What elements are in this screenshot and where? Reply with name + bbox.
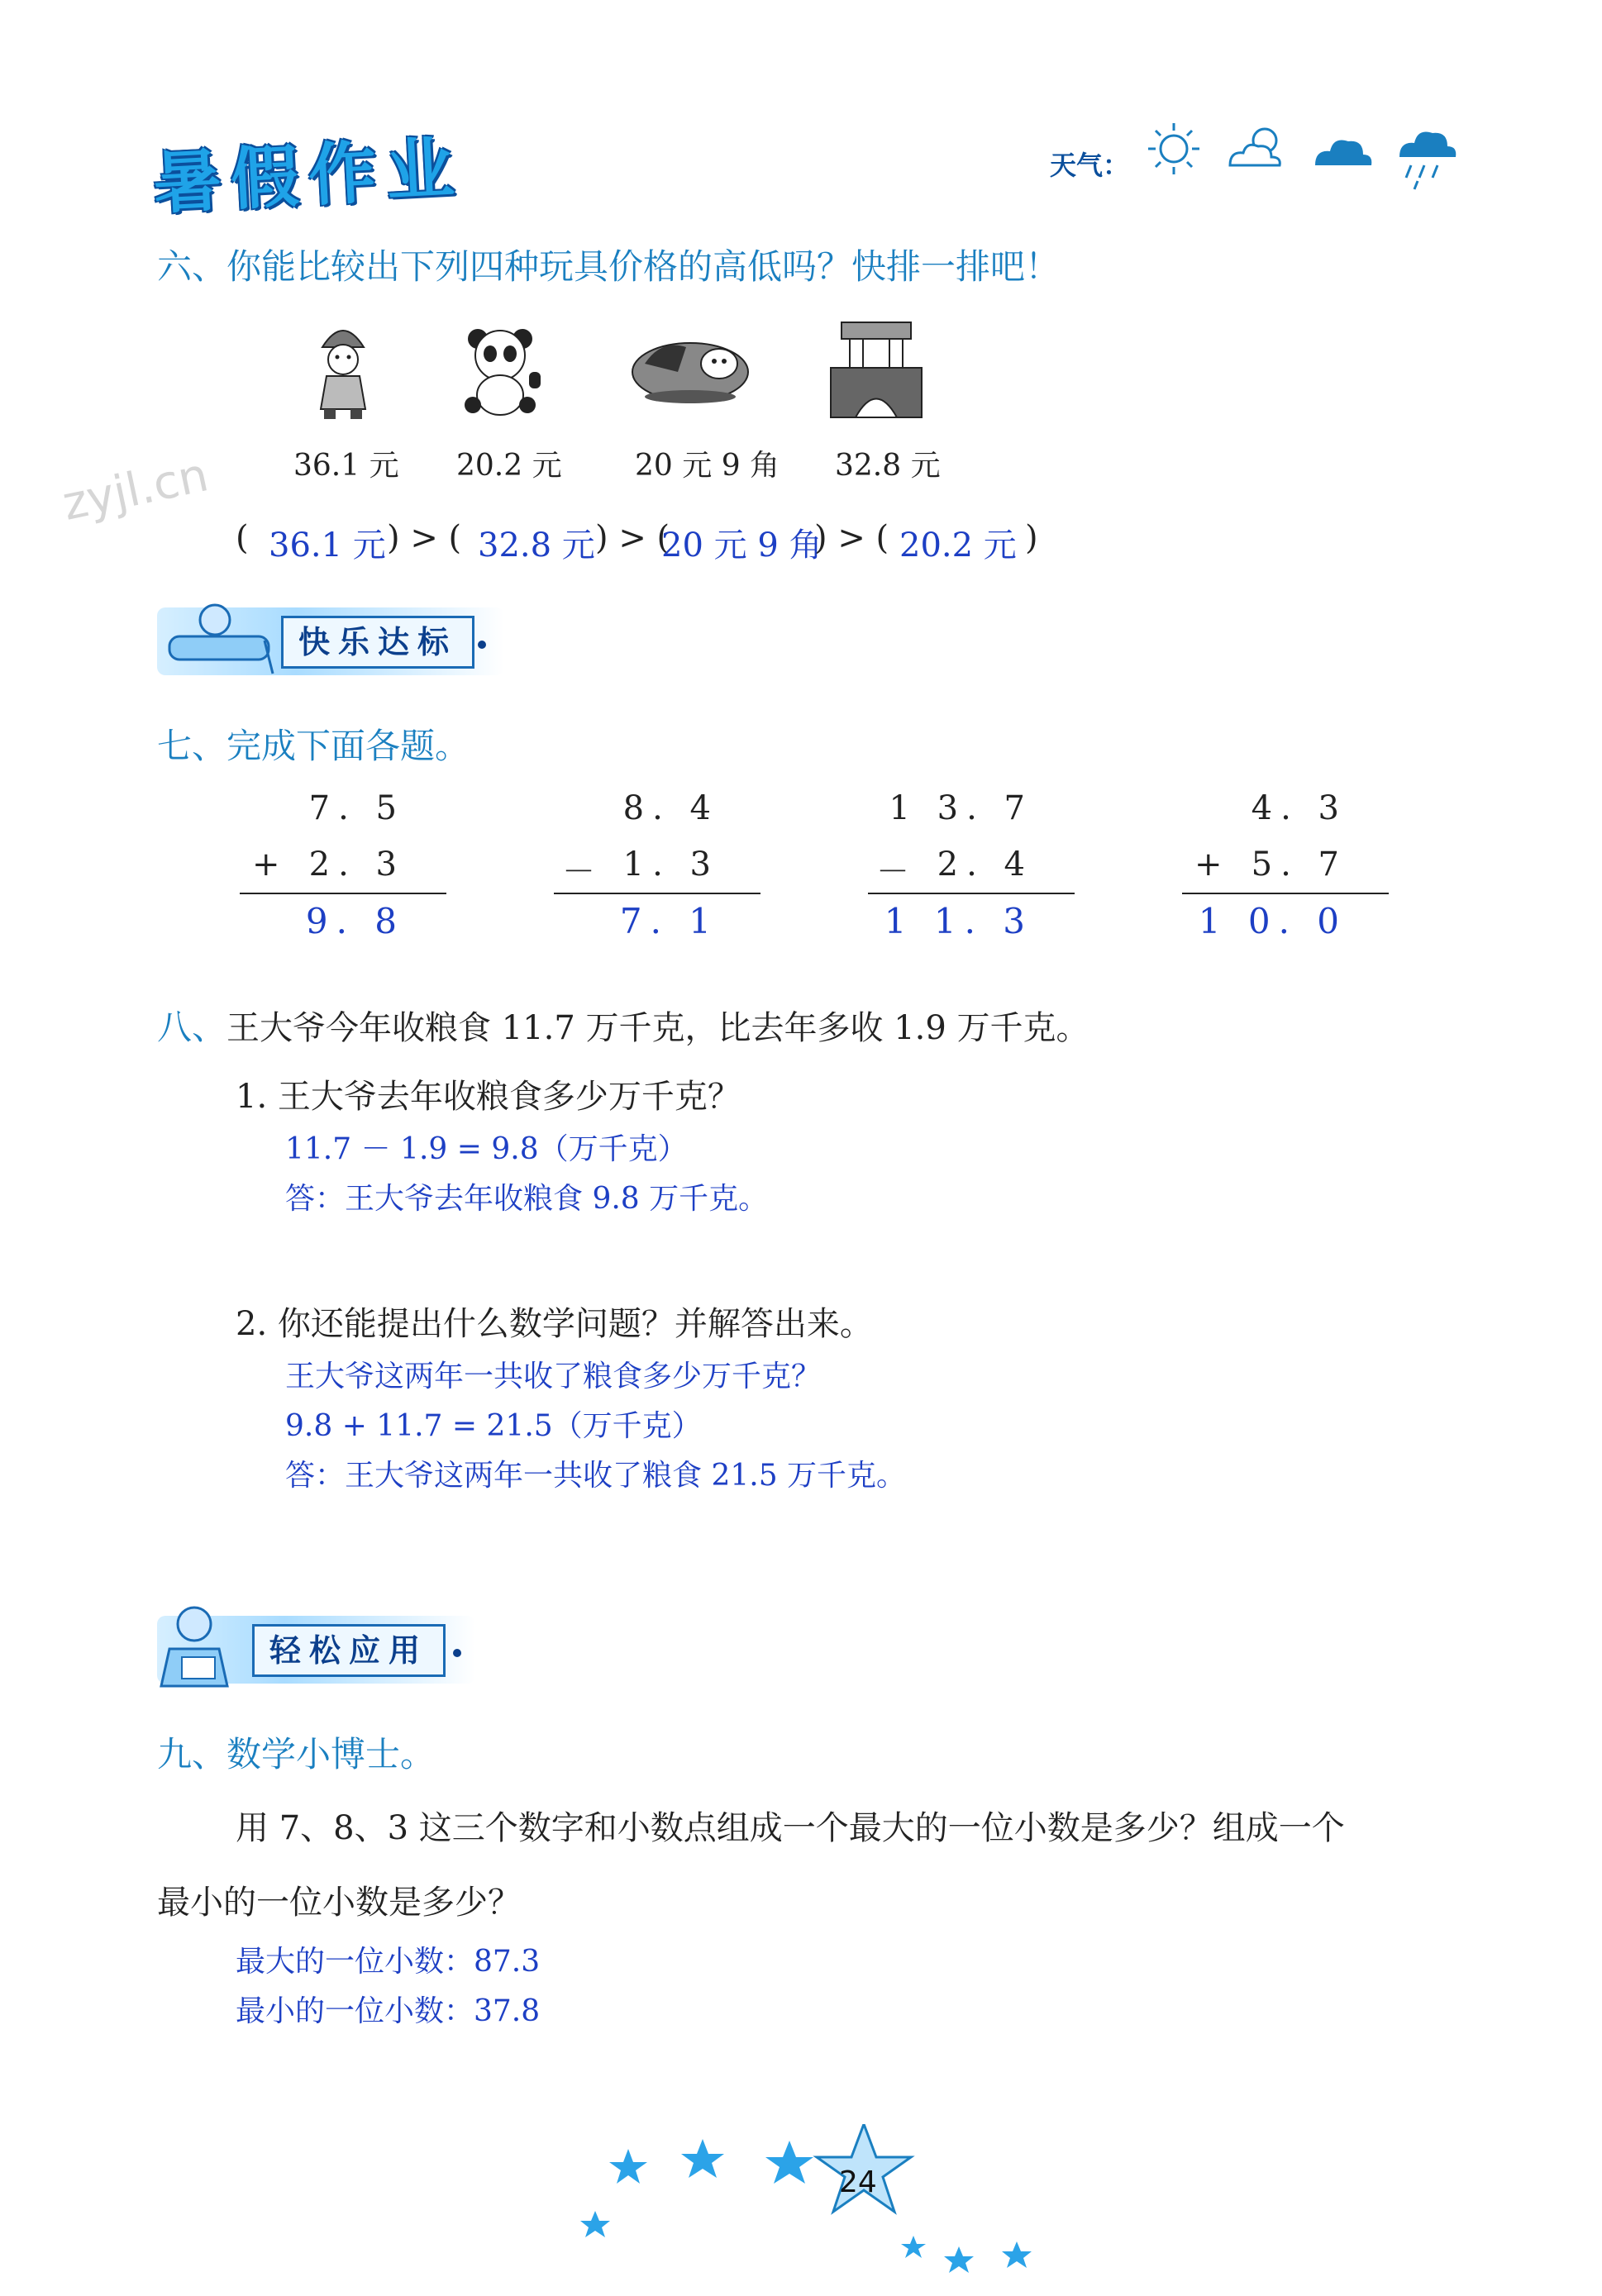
compare-open-1: ( xyxy=(236,519,249,557)
compare-answer-2: 32.8 元 xyxy=(478,526,595,564)
toy-price-1: 36.1 元 xyxy=(293,449,399,483)
problem-answer: 7. 1 xyxy=(619,901,719,941)
problem-op: + xyxy=(252,846,280,884)
problem-top: 7. 5 xyxy=(308,789,405,827)
kid-telescope-icon xyxy=(153,591,277,682)
partly-cloudy-icon xyxy=(1223,120,1290,178)
problem-bottom: 5. 7 xyxy=(1251,846,1347,884)
sunny-icon xyxy=(1145,120,1203,178)
weather-label: 天气： xyxy=(1050,150,1130,181)
banner-dot xyxy=(478,641,486,649)
page-number: 24 xyxy=(839,2165,877,2199)
problem-top: 4. 3 xyxy=(1251,789,1347,827)
watermark: zyjl.cn xyxy=(58,448,213,531)
problem-bottom: 1. 3 xyxy=(622,846,719,884)
problem-answer: 9. 8 xyxy=(305,901,405,941)
problem-bar xyxy=(1182,893,1389,894)
compare-answer-1: 36.1 元 xyxy=(269,526,386,564)
problem-op: － xyxy=(876,853,909,891)
q8-sub1-question: 1. 王大爷去年收粮食多少万千克？ xyxy=(236,1078,741,1116)
compare-answer-4: 20.2 元 xyxy=(899,526,1017,564)
q9-line1: 用 7、8、3 这三个数字和小数点组成一个最大的一位小数是多少？组成一个 xyxy=(236,1809,1345,1847)
brand-title: 暑假作业 xyxy=(151,129,466,224)
q8-sub2-answer: 答：王大爷这两年一共收了粮食 21.5 万千克。 xyxy=(285,1459,907,1493)
q8-sub1-calc: 11.7 － 1.9 = 9.8（万千克） xyxy=(285,1132,688,1166)
q9-answer-max: 最大的一位小数：87.3 xyxy=(236,1945,541,1979)
problem-op: － xyxy=(562,853,595,891)
compare-close-4: ) xyxy=(1025,519,1038,557)
compare-sep-3: ) > ( xyxy=(814,519,889,557)
q8-title-text: 王大爷今年收粮食 11.7 万千克，比去年多收 1.9 万千克。 xyxy=(226,1009,1089,1047)
cloudy-icon xyxy=(1310,120,1376,178)
q9-title: 九、数学小博士。 xyxy=(157,1734,436,1774)
stars-decoration xyxy=(570,2124,1066,2289)
compare-sep-1: ) > ( xyxy=(387,519,462,557)
panda-icon xyxy=(455,322,546,422)
banner-dot xyxy=(453,1649,461,1657)
blocks-icon xyxy=(827,314,926,422)
q7-title: 七、完成下面各题。 xyxy=(157,726,470,766)
q8-sub2-ask: 王大爷这两年一共收了粮食多少万千克？ xyxy=(285,1360,822,1393)
q8-sub2-question: 2. 你还能提出什么数学问题？并解答出来。 xyxy=(236,1305,873,1343)
problem-answer: 1 1. 3 xyxy=(884,901,1033,941)
q9-answer-min: 最小的一位小数：37.8 xyxy=(236,1994,541,2028)
problem-bar xyxy=(554,893,760,894)
rainy-icon xyxy=(1393,120,1459,194)
doll-icon xyxy=(306,314,380,422)
problem-answer: 1 0. 0 xyxy=(1198,901,1347,941)
q8-title: 八、王大爷今年收粮食 11.7 万千克，比去年多收 1.9 万千克。 xyxy=(157,1007,1089,1047)
section-label-1: 快乐达标 xyxy=(281,616,474,669)
problem-bottom: 2. 3 xyxy=(308,846,405,884)
problem-top: 8. 4 xyxy=(622,789,719,827)
problem-bar xyxy=(868,893,1075,894)
toy-price-3: 20 元 9 角 xyxy=(635,449,780,483)
problem-op: + xyxy=(1194,846,1223,884)
q6-title: 六、你能比较出下列四种玩具价格的高低吗？快排一排吧！ xyxy=(157,246,1061,287)
q8-sub1-answer: 答：王大爷去年收粮食 9.8 万千克。 xyxy=(285,1182,769,1216)
kid-reading-icon xyxy=(157,1599,240,1698)
toy-car-icon xyxy=(628,326,752,409)
compare-answer-3: 20 元 9 角 xyxy=(661,526,822,564)
problem-bottom: 2. 4 xyxy=(937,846,1033,884)
toy-price-4: 32.8 元 xyxy=(835,449,941,483)
toy-price-2: 20.2 元 xyxy=(456,449,562,483)
section-label-2: 轻松应用 xyxy=(252,1624,446,1677)
q9-line2: 最小的一位小数是多少？ xyxy=(157,1884,521,1922)
compare-sep-2: ) > ( xyxy=(595,519,670,557)
problem-top: 1 3. 7 xyxy=(889,789,1033,827)
q8-sub2-calc: 9.8 + 11.7 = 21.5（万千克） xyxy=(285,1409,702,1443)
problem-bar xyxy=(240,893,446,894)
